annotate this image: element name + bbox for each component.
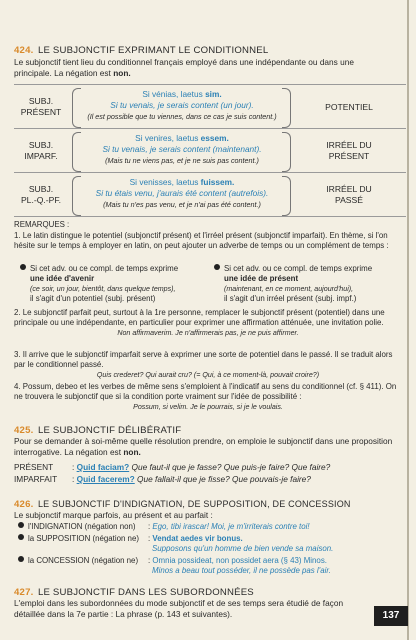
deliberative-present: PRÉSENT : Quid faciam? Que faut-il que je fasse? Que puis-je faire? Que faire? (14, 462, 331, 472)
divider (14, 84, 406, 85)
bullet-avenir: Si cet adv. ou ce compl. de temps exprime une idée d'avenir (ce soir, un jour, bientôt, dans quelque temps), il s'agit d'un potentiel (subj. présent) (20, 264, 206, 304)
table-row (14, 88, 406, 128)
page-number: 137 (374, 606, 408, 626)
row-category: IRRÉEL DU PASSÉ (326, 184, 372, 205)
brace-right (282, 88, 291, 128)
section-427-heading: 427. LE SUBJONCTIF DANS LES SUBORDONNÉES (14, 587, 254, 598)
row-category: IRRÉEL DU PRÉSENT (326, 140, 372, 161)
remarques-heading: REMARQUES : (14, 220, 70, 229)
row-label: SUBJ. PL.-Q.-PF. (20, 184, 62, 205)
bullet-icon (20, 264, 26, 270)
divider (14, 172, 406, 173)
section-427-text: L'emploi dans les subordonnées du mode subjonctif et de ses temps sera étudié de façon détaillée dans la 7e partie : La phrase (p. 143 et suivantes). (14, 598, 344, 619)
section-426-heading: 426. LE SUBJONCTIF D'INDIGNATION, DE SUPPOSITION, DE CONCESSION (14, 499, 351, 510)
example-block: Si vénias, laetus sim. Si tu venais, je serais content (un jour). (Il est possible que tu viennes, dans ce cas je suis content.) (87, 89, 277, 121)
bullet-icon (214, 264, 220, 270)
section-number: 424. (14, 45, 34, 56)
example-block: Si venires, laetus essem. Si tu venais, je serais content (maintenant). (Mais tu ne viens pas, et je ne suis pas content.) (102, 133, 262, 165)
bullet-present: Si cet adv. ou ce compl. de temps exprime une idée de présent (maintenant, en ce moment, aujourd'hui), il s'agit d'un irréel présent (subj. impf.) (214, 264, 406, 304)
divider (14, 128, 406, 129)
remark-4: 4. Possum, debeo et les verbes de même sens s'emploient à l'indicatif au sens du conditionnel (cf. § 411). On ne trouvera le subjonctif que si la condition porte vraiment sur l'idée de possibilité : Possum, si velim. Je le pourrais, si je le voulais. (14, 382, 397, 411)
section-426-intro: Le subjonctif marque parfois, au présent et au parfait : (14, 510, 213, 520)
remark-3: 3. Il arrive que le subjonctif imparfait serve à exprimer une sorte de potentiel dans le passé. Il se traduit alors par le conditionnel passé. Quis crederet? Qui aurait cru? (= Qui, à ce moment-là, pouvait croire?) (14, 350, 393, 379)
usage-supposition: la SUPPOSITION (négation ne) : Vendat aedes vir bonus. Supposons qu'un homme de bien vende sa maison. (18, 534, 414, 554)
brace-left (72, 132, 81, 172)
brace-right (282, 176, 291, 216)
usage-concession: la CONCESSION (négation ne) : Omnia possideat, non possidet aera (§ 43) Minos. Minos a beau tout posséder, il ne possède pas l'air. (18, 556, 414, 576)
example-block: Si venisses, laetus fuissem. Si tu étais venu, j'aurais été content (autrefois). (Mais tu n'es pas venu, et je n'ai pas été content.) (95, 177, 269, 209)
table-row (14, 176, 406, 216)
section-425-intro: Pour se demander à soi-même quelle résolution prendre, on emploie le subjonctif dans une proposition interrogative. La négation est non. (14, 436, 393, 457)
divider (14, 216, 406, 217)
brace-left (72, 88, 81, 128)
usage-indignation: l'INDIGNATION (négation non) : Ego, tibi irascar! Moi, je m'irriterais contre toi! (18, 522, 414, 532)
remark-1: 1. Le latin distingue le potentiel (subjonctif présent) et l'irréel présent (subjonctif imparfait). En thème, si l'on hésite sur le temps à employer en latin, on peut ajouter un adverbe de temps ou un complément de temps : (14, 231, 389, 250)
table-row (14, 132, 406, 172)
section-425-heading: 425. LE SUBJONCTIF DÉLIBÉRATIF (14, 425, 182, 436)
brace-left (72, 176, 81, 216)
deliberative-imparfait: IMPARFAIT : Quid facerem? Que fallait-il que je fisse? Que pouvais-je faire? (14, 474, 311, 484)
section-424-heading (14, 40, 410, 58)
section-424-intro: Le subjonctif tient lieu du conditionnel français employé dans une indépendante ou dans une principale. La négation est non. (14, 57, 354, 78)
section-title: LE SUBJONCTIF EXPRIMANT LE CONDITIONNEL (37, 45, 269, 56)
row-label: SUBJ. IMPARF. (24, 140, 58, 161)
row-label: SUBJ. PRÉSENT (20, 96, 62, 117)
remark-2: 2. Le subjonctif parfait peut, surtout à la 1re personne, remplacer le subjonctif présent (potentiel) dans une principale ou une indépendante, en particulier pour exprimer une affirmation atténuée, une invitation polie. Non affirmaverim. Je n'affirmerais pas, je ne puis affirmer. (14, 308, 385, 337)
brace-right (282, 132, 291, 172)
row-category: POTENTIEL (325, 102, 373, 112)
